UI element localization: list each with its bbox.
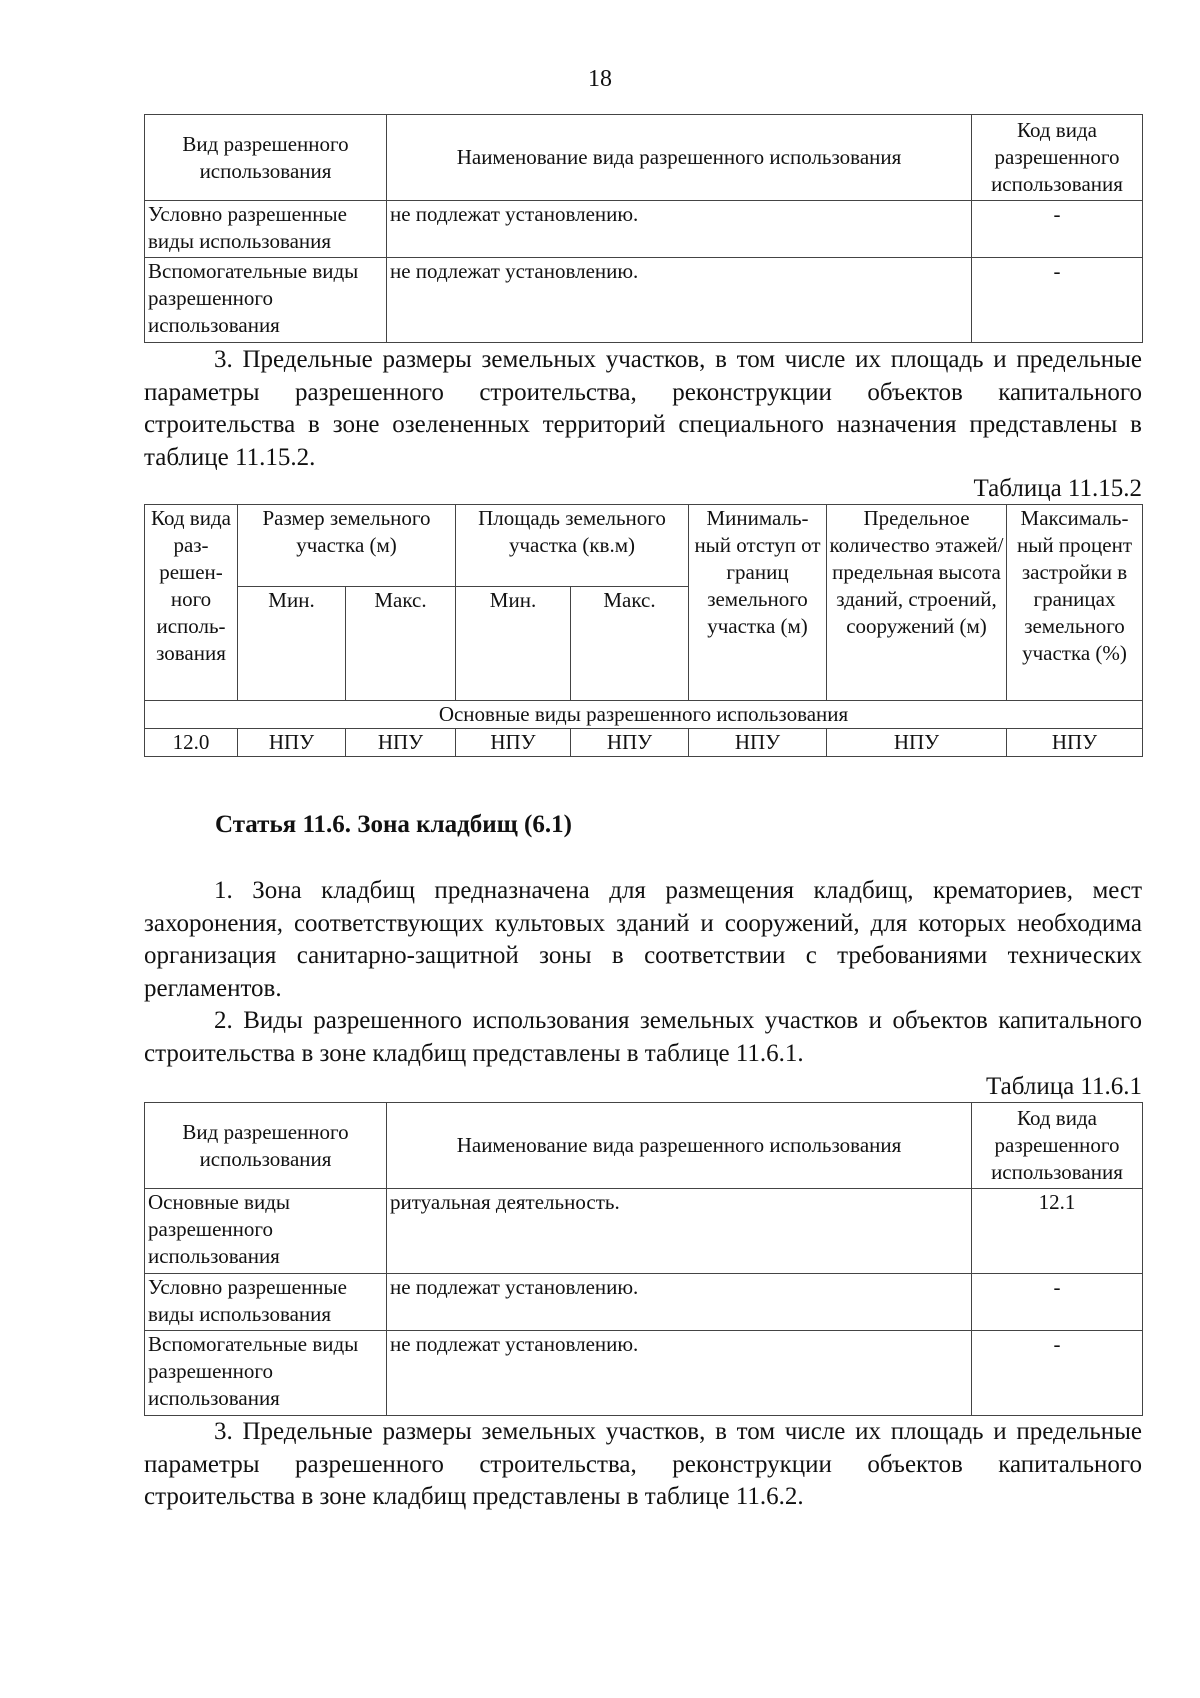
table-row bbox=[145, 201, 1143, 258]
land-use-table-11-6-1 bbox=[144, 1102, 1142, 1416]
use-code-cell: - bbox=[972, 1331, 1143, 1416]
header-use-code: Код вида разрешенного использования bbox=[972, 1103, 1143, 1189]
header-use-name: Наименование вида разрешенного использования bbox=[387, 115, 972, 201]
table-caption-11-15-2: Таблица 11.15.2 bbox=[973, 475, 1142, 502]
header-use-code: Код вида разрешенного использования bbox=[972, 115, 1143, 201]
paragraph-3-cemetery-zone: 3. Предельные размеры земельных участков, в том числе их площадь и предельные параметры разрешенного строительства, реконструкции объектов капитального строительства в зоне кладбищ представлены в таблице 11.6.2. bbox=[144, 1418, 1142, 1510]
use-type-cell: Условно разрешенные виды использования bbox=[145, 201, 387, 258]
article-heading: Статья 11.6. Зона кладбищ (6.1) bbox=[215, 811, 572, 838]
value-cell: НПУ bbox=[827, 729, 1007, 757]
header-code: Код вида раз-решен-ного исполь-зования bbox=[145, 505, 238, 701]
value-cell: 12.0 bbox=[145, 729, 238, 757]
use-type-cell: Вспомогательные виды разрешенного использования bbox=[145, 258, 387, 343]
header-area-max: Макс. bbox=[571, 587, 689, 701]
table-row bbox=[145, 1189, 1143, 1274]
use-name-cell: ритуальная деятельность. bbox=[387, 1189, 972, 1274]
value-cell: НПУ bbox=[689, 729, 827, 757]
header-coverage: Максималь-ный процент застройки в границах земельного участка (%) bbox=[1007, 505, 1143, 701]
table-row bbox=[145, 729, 1143, 757]
use-type-cell: Условно разрешенные виды использования bbox=[145, 1274, 387, 1331]
header-size-min: Мин. bbox=[238, 587, 346, 701]
header-use-name: Наименование вида разрешенного использования bbox=[387, 1103, 972, 1189]
header-setback: Минималь-ный отступ от границ земельного участка (м) bbox=[689, 505, 827, 701]
use-code-cell: - bbox=[972, 201, 1143, 258]
table-caption-11-6-1: Таблица 11.6.1 bbox=[986, 1073, 1142, 1100]
header-use-type: Вид разрешенного использования bbox=[145, 115, 387, 201]
paragraph-2: 2. Виды разрешенного использования земельных участков и объектов капитального строительства в зоне кладбищ представлены в таблице 11.6.1. bbox=[144, 1007, 1142, 1067]
use-type-cell: Вспомогательные виды разрешенного использования bbox=[145, 1331, 387, 1416]
value-cell: НПУ bbox=[1007, 729, 1143, 757]
use-name-cell: не подлежат установлению. bbox=[387, 258, 972, 343]
use-name-cell: не подлежат установлению. bbox=[387, 1331, 972, 1416]
use-name-cell: не подлежат установлению. bbox=[387, 1274, 972, 1331]
header-size-max: Макс. bbox=[346, 587, 456, 701]
value-cell: НПУ bbox=[456, 729, 571, 757]
paragraph-3-green-zone: 3. Предельные размеры земельных участков, в том числе их площадь и предельные параметры разрешенного строительства, реконструкции объектов капитального строительства в зоне озелененных территорий специального назначения представлены в таблице 11.15.2. bbox=[144, 346, 1142, 471]
parameters-table-11-15-2 bbox=[144, 504, 1142, 757]
header-use-type: Вид разрешенного использования bbox=[145, 1103, 387, 1189]
use-code-cell: - bbox=[972, 258, 1143, 343]
paragraph-1: 1. Зона кладбищ предназначена для размещения кладбищ, крематориев, мест захоронения, соответствующих культовых зданий и сооружений, для которых необходима организация санитарно-защитной зоны в соответствии с требованиями технических регламентов. bbox=[144, 877, 1142, 1002]
value-cell: НПУ bbox=[346, 729, 456, 757]
use-name-cell: не подлежат установлению. bbox=[387, 201, 972, 258]
use-type-cell: Основные виды разрешенного использования bbox=[145, 1189, 387, 1274]
value-cell: НПУ bbox=[238, 729, 346, 757]
section-row-main-uses: Основные виды разрешенного использования bbox=[145, 701, 1143, 729]
table-row bbox=[145, 1274, 1143, 1331]
table-row bbox=[145, 258, 1143, 343]
page-number: 18 bbox=[588, 66, 612, 92]
header-floors: Предельное количество этажей/ предельная высота зданий, строений, сооружений (м) bbox=[827, 505, 1007, 701]
table-row bbox=[145, 1331, 1143, 1416]
use-code-cell: - bbox=[972, 1274, 1143, 1331]
value-cell: НПУ bbox=[571, 729, 689, 757]
header-plot-size: Размер земельного участка (м) bbox=[238, 505, 456, 587]
header-plot-area: Площадь земельного участка (кв.м) bbox=[456, 505, 689, 587]
land-use-table-continued bbox=[144, 114, 1142, 343]
use-code-cell: 12.1 bbox=[972, 1189, 1143, 1274]
header-area-min: Мин. bbox=[456, 587, 571, 701]
